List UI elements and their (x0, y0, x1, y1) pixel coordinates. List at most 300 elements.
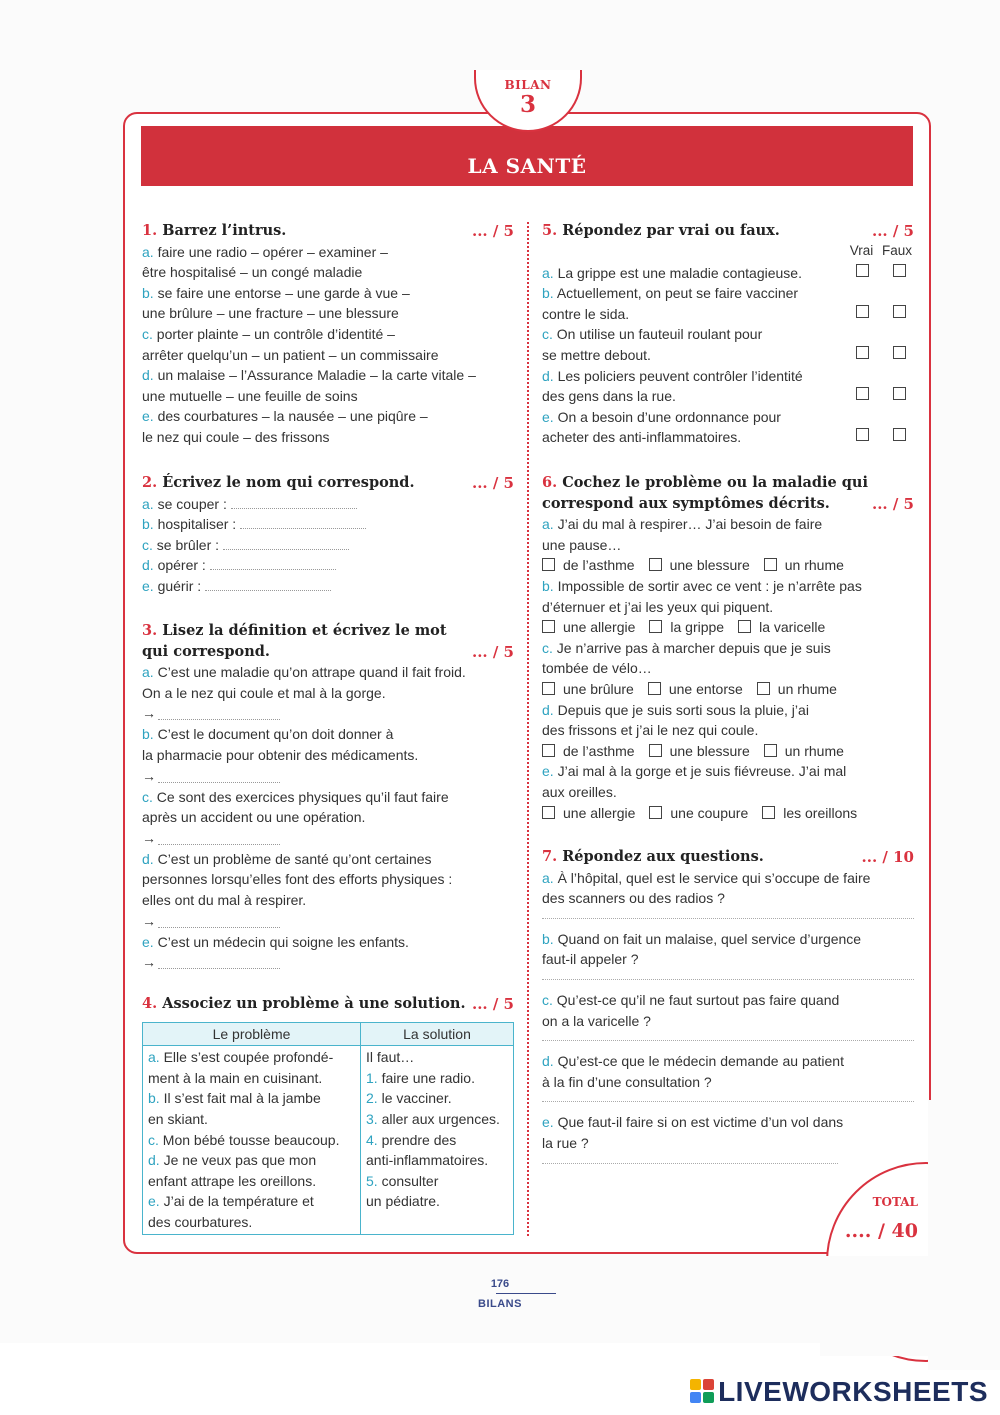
item-letter: b. (542, 577, 554, 594)
item-text: consulter (381, 1172, 439, 1189)
item-text: Mon bébé tousse beaucoup. (162, 1131, 340, 1148)
exercise-5 (542, 221, 914, 448)
exercise-1 (142, 221, 514, 448)
item-text: Que faut-il faire si on est victime d’un vol dans (557, 1114, 844, 1131)
answer-blank[interactable] (158, 914, 280, 928)
true-false-boxes (832, 343, 906, 364)
item-text: une mutuelle – une feuille de soins (142, 387, 358, 404)
item-text: en skiant. (148, 1110, 208, 1127)
faux-label: Faux (881, 243, 912, 258)
item-text: La grippe est une maladie contagieuse. (557, 264, 802, 281)
item-text: Actuellement, on peut se faire vacciner (556, 285, 799, 302)
option[interactable] (648, 681, 743, 697)
text-line (142, 427, 514, 448)
option[interactable] (764, 557, 844, 573)
item-text: On a besoin d’une ordonnance pour (557, 408, 781, 425)
arrow-icon: → (142, 829, 156, 846)
item-letter: e. (142, 577, 154, 594)
option[interactable] (649, 743, 750, 759)
vrai-checkbox[interactable] (856, 346, 869, 359)
option-checkbox[interactable] (738, 620, 751, 633)
option-row (542, 555, 914, 576)
page-number: 176 (490, 1278, 510, 1290)
option-label: une allergie (563, 804, 636, 821)
text-line (142, 494, 514, 515)
total-label: TOTAL (872, 1195, 918, 1209)
option[interactable] (542, 681, 634, 697)
exercise-number: 6. (542, 474, 558, 491)
arrow-icon: → (142, 705, 156, 722)
option-label: une entorse (668, 680, 743, 697)
page-title: LA SANTÉ (467, 154, 587, 178)
answer-line[interactable] (542, 1163, 838, 1164)
item-text: Quand on fait un malaise, quel service d’urgence (557, 930, 862, 947)
text-line (142, 242, 514, 263)
association-table (142, 1022, 514, 1235)
answer-blank[interactable] (158, 706, 280, 720)
faux-checkbox[interactable] (893, 387, 906, 400)
option-checkbox[interactable] (648, 682, 661, 695)
text-line: on a la varicelle ? (542, 1012, 651, 1029)
text-line: On a le nez qui coule et mal à la gorge. (142, 684, 386, 701)
text-line: des frissons et j’ai le nez qui coule. (542, 722, 759, 739)
option-row (542, 803, 914, 824)
arrow-icon: → (142, 912, 156, 929)
text-line: une pause… (542, 536, 622, 553)
item-letter: b. (142, 284, 154, 301)
item-text: J’ai de la température et (163, 1193, 314, 1210)
option-label: de l’asthme (563, 742, 635, 759)
text-line (142, 262, 514, 283)
item-text: C’est un problème de santé qu’ont certaines (157, 850, 432, 867)
item-text: Impossible de sortir avec ce vent : je n’arrête pas (557, 577, 862, 594)
item-text: anti-inflammatoires. (366, 1152, 489, 1169)
exercise-score: ... / 5 (871, 222, 914, 240)
text-line (542, 990, 914, 1011)
item-text: des courbatures – la nausée – une piqûre – (157, 408, 428, 425)
answer-blank[interactable] (158, 831, 280, 845)
option-label: la varicelle (759, 619, 826, 636)
text-line: des scanners ou des radios ? (542, 890, 725, 907)
option-checkbox[interactable] (649, 806, 662, 819)
item-text: Il s’est fait mal à la jambe (163, 1090, 321, 1107)
brand-name: LIVEWORKSHEETS (718, 1376, 988, 1407)
exercise-title: Écrivez le nom qui correspond. (162, 474, 415, 491)
bilan-number: 3 (519, 91, 536, 118)
item-text: des courbatures. (148, 1213, 253, 1230)
item-letter: e. (542, 763, 554, 780)
total-score: .... / 40 (844, 1220, 918, 1242)
item-text: Les policiers peuvent contrôler l’identité (557, 367, 803, 384)
text-line: faut-il appeler ? (542, 951, 639, 968)
text-line (366, 1191, 508, 1212)
item-text: prendre des (381, 1131, 457, 1148)
item-text: Qu’est-ce qu’il ne faut surtout pas faire quand (556, 991, 840, 1008)
text-line (366, 1130, 508, 1151)
option[interactable] (542, 557, 635, 573)
exercise-number: 3. (142, 622, 158, 639)
option-checkbox[interactable] (649, 744, 662, 757)
exercise-score: ... / 5 (471, 995, 514, 1013)
footer-rule (496, 1293, 556, 1294)
item-letter: c. (542, 326, 553, 343)
text-line (542, 700, 914, 721)
item-letter: c. (148, 1131, 159, 1148)
text-line (366, 1109, 508, 1130)
option-label: une brûlure (563, 680, 634, 697)
item-text: Je ne veux pas que mon (163, 1152, 317, 1169)
liveworksheets-icon (690, 1379, 714, 1403)
item-text: une brûlure – une fracture – une blessure (142, 305, 399, 322)
column-header-solution: La solution (361, 1022, 514, 1046)
item-letter: 3. (366, 1110, 378, 1127)
option-checkbox[interactable] (542, 620, 555, 633)
problem-cell (143, 1046, 361, 1234)
answer-blank[interactable] (231, 495, 357, 509)
exercise-title: Cochez le problème ou la maladie qui (562, 474, 868, 491)
column-divider (527, 222, 529, 1236)
option[interactable] (649, 619, 724, 635)
exercise-4-header (142, 994, 514, 1015)
exercise-1-header (142, 221, 514, 242)
option-label: de l’asthme (563, 557, 635, 574)
answer-line[interactable] (542, 1040, 914, 1041)
item-letter: d. (542, 1053, 554, 1070)
answer-line (142, 766, 514, 787)
answer-line[interactable] (542, 979, 914, 980)
exercise-score: ... / 5 (871, 494, 914, 513)
true-false-item (542, 407, 914, 448)
exercise-title-line2: qui correspond. (142, 642, 270, 660)
faux-checkbox[interactable] (893, 305, 906, 318)
text-line (148, 1088, 355, 1109)
item-text: C’est le document qu’on doit donner à (157, 726, 394, 743)
option-checkbox[interactable] (542, 744, 555, 757)
answer-blank[interactable] (158, 769, 280, 783)
text-line: des gens dans la rue. (542, 388, 676, 405)
item-text: un malaise – l’Assurance Maladie – la carte vitale – (157, 367, 476, 384)
text-line: personnes lorsqu’elles font des efforts physiques : (142, 871, 453, 888)
answer-line (142, 703, 514, 724)
item-letter: a. (542, 869, 554, 886)
item-text: arrêter quelqu’un – un patient – un commissaire (142, 346, 439, 363)
text-line (148, 1150, 355, 1171)
text-line: la rue ? (542, 1134, 589, 1151)
text-line: à la fin d’une consultation ? (542, 1073, 712, 1090)
item-letter: d. (542, 367, 554, 384)
exercise-4 (142, 994, 514, 1235)
exercise-number: 5. (542, 222, 558, 239)
option-label: une blessure (669, 557, 750, 574)
exercise-title: Barrez l’intrus. (162, 222, 287, 239)
item-letter: c. (142, 788, 153, 805)
text-line (542, 366, 914, 387)
item-text: À l’hôpital, quel est le service qui s’occupe de faire (557, 869, 871, 886)
item-text: se faire une entorse – une garde à vue – (157, 284, 410, 301)
title-banner (141, 126, 913, 186)
text-line (148, 1109, 355, 1130)
item-text: se brûler : (156, 536, 220, 553)
true-false-item (542, 366, 914, 407)
item-letter: e. (142, 933, 154, 950)
exercise-number: 4. (142, 995, 158, 1012)
answer-line (142, 828, 514, 849)
exercise-7-header (542, 847, 914, 868)
text-line (542, 1112, 914, 1133)
exercise-number: 1. (142, 222, 158, 239)
item-letter: 1. (366, 1069, 378, 1086)
answer-line[interactable] (542, 918, 914, 919)
faux-checkbox[interactable] (893, 428, 906, 441)
item-letter: a. (542, 264, 554, 281)
option-label: un rhume (784, 742, 844, 759)
true-false-boxes (832, 384, 906, 405)
option[interactable] (738, 619, 825, 635)
text-line (142, 849, 514, 870)
faux-checkbox[interactable] (893, 264, 906, 277)
text-line: d’éternuer et j’ai les yeux qui piquent. (542, 598, 774, 615)
answer-line (142, 911, 514, 932)
solution-cell (361, 1046, 514, 1234)
answer-line[interactable] (542, 1101, 914, 1102)
item-letter: 2. (366, 1090, 378, 1107)
exercise-score: ... / 5 (471, 222, 514, 240)
option-label: la grippe (670, 619, 725, 636)
option[interactable] (542, 805, 635, 821)
exercise-3-header (142, 621, 514, 662)
option[interactable] (649, 557, 750, 573)
item-text: faire une radio. (381, 1069, 475, 1086)
item-letter: b. (542, 930, 554, 947)
item-text: J’ai mal à la gorge et je suis fiévreuse. J’ai mal (557, 763, 847, 780)
item-text: J’ai du mal à respirer… J’ai besoin de faire (557, 516, 823, 533)
text-line: aux oreilles. (542, 783, 617, 800)
item-text: un pédiatre. (366, 1193, 440, 1210)
text-line (142, 555, 514, 576)
option-row (542, 617, 914, 638)
option-checkbox[interactable] (542, 806, 555, 819)
exercise-2 (142, 473, 514, 597)
option-checkbox[interactable] (542, 682, 555, 695)
vrai-checkbox[interactable] (856, 428, 869, 441)
text-line (142, 932, 514, 953)
exercise-title-line2: correspond aux symptômes décrits. (542, 494, 830, 512)
text-line (542, 929, 914, 950)
column-header-problem: Le problème (143, 1022, 361, 1046)
text-line (142, 514, 514, 535)
item-text: porter plainte – un contrôle d’identité – (156, 325, 395, 342)
text-line (542, 283, 914, 304)
exercise-score: ... / 10 (861, 848, 914, 866)
brand-logo[interactable] (690, 1376, 988, 1408)
item-letter: b. (542, 285, 554, 302)
exercise-title: Lisez la définition et écrivez le mot (162, 622, 447, 639)
text-line (142, 535, 514, 556)
exercise-5-header (542, 221, 914, 242)
item-text: ment à la main en cuisinant. (148, 1069, 323, 1086)
vrai-label: Vrai (849, 243, 874, 258)
item-letter: e. (542, 408, 554, 425)
option[interactable] (649, 805, 748, 821)
answer-blank[interactable] (205, 577, 331, 591)
item-letter: a. (148, 1049, 160, 1066)
vrai-checkbox[interactable] (856, 264, 869, 277)
item-text: guérir : (157, 577, 202, 594)
text-line (542, 761, 914, 782)
text-line (542, 638, 914, 659)
item-letter: d. (142, 367, 154, 384)
text-line (366, 1171, 508, 1192)
item-letter: c. (142, 325, 153, 342)
text-line: se mettre debout. (542, 346, 651, 363)
option-row (542, 679, 914, 700)
option-label: un rhume (784, 557, 844, 574)
text-line: après un accident ou une opération. (142, 809, 366, 826)
option-checkbox[interactable] (649, 620, 662, 633)
answer-blank[interactable] (158, 955, 280, 969)
item-text: Elle s’est coupée profondé- (163, 1049, 334, 1066)
item-letter: 4. (366, 1131, 378, 1148)
text-line (366, 1088, 508, 1109)
option-checkbox[interactable] (762, 806, 775, 819)
option-row (542, 741, 914, 762)
answer-blank[interactable] (240, 515, 366, 529)
exercise-score: ... / 5 (471, 642, 514, 661)
item-letter: d. (148, 1152, 160, 1169)
item-text: le vacciner. (381, 1090, 452, 1107)
item-text: C’est un médecin qui soigne les enfants. (157, 933, 409, 950)
option[interactable] (542, 619, 635, 635)
option[interactable] (764, 743, 844, 759)
option-label: une blessure (669, 742, 750, 759)
item-letter: b. (142, 516, 154, 533)
vrai-checkbox[interactable] (856, 305, 869, 318)
option[interactable] (542, 743, 635, 759)
bilan-label: BILAN (504, 78, 552, 92)
text-line (142, 386, 514, 407)
true-false-item (542, 263, 914, 284)
text-line (366, 1068, 508, 1089)
text-line (542, 576, 914, 597)
exercise-3 (142, 621, 514, 973)
item-letter: 5. (366, 1172, 378, 1189)
item-text: enfant attrape les oreillons. (148, 1172, 317, 1189)
exercise-7 (542, 847, 914, 1174)
arrow-icon: → (142, 954, 156, 971)
exercise-number: 7. (542, 848, 558, 865)
item-text: Je n’arrive pas à marcher depuis que je suis (556, 639, 831, 656)
text-line (148, 1171, 355, 1192)
item-text: Ce sont des exercices physiques qu’il faut faire (156, 788, 449, 805)
text-line (142, 576, 514, 597)
item-text: Il faut… (366, 1049, 415, 1066)
item-letter: e. (148, 1193, 160, 1210)
text-line (148, 1212, 355, 1233)
item-text: Depuis que je suis sorti sous la pluie, j’ai (557, 701, 809, 718)
section-name: BILANS (478, 1298, 522, 1310)
faux-checkbox[interactable] (893, 346, 906, 359)
answer-line (142, 952, 514, 973)
item-letter: c. (542, 639, 553, 656)
option-checkbox[interactable] (649, 558, 662, 571)
answer-blank[interactable] (210, 556, 336, 570)
exercise-title: Associez un problème à une solution. (162, 995, 466, 1012)
exercise-title: Répondez par vrai ou faux. (562, 222, 780, 239)
exercise-2-header (142, 473, 514, 494)
true-false-item (542, 283, 914, 324)
option[interactable] (757, 681, 837, 697)
item-text: aller aux urgences. (381, 1110, 500, 1127)
text-line (142, 324, 514, 345)
option[interactable] (762, 805, 857, 821)
option-label: une coupure (670, 804, 749, 821)
text-line (142, 303, 514, 324)
option-checkbox[interactable] (764, 744, 777, 757)
item-letter: a. (142, 243, 154, 260)
answer-blank[interactable] (223, 536, 349, 550)
true-false-boxes (832, 302, 906, 323)
exercise-6 (542, 473, 914, 823)
text-line (148, 1068, 355, 1089)
item-letter: d. (142, 557, 154, 574)
item-text: opérer : (157, 557, 206, 574)
vrai-checkbox[interactable] (856, 387, 869, 400)
item-letter: a. (142, 495, 154, 512)
true-false-item (542, 324, 914, 365)
true-false-header (845, 241, 912, 262)
item-letter: b. (142, 726, 154, 743)
item-text: C’est une maladie qu’on attrape quand il fait froid. (157, 664, 466, 681)
text-line (142, 345, 514, 366)
item-letter: c. (142, 536, 153, 553)
exercise-6-header (542, 473, 914, 514)
text-line (542, 514, 914, 535)
text-line: acheter des anti-inflammatoires. (542, 429, 742, 446)
text-line: elles ont du mal à respirer. (142, 891, 307, 908)
true-false-boxes (832, 261, 906, 282)
option-checkbox[interactable] (542, 558, 555, 571)
item-text: On utilise un fauteuil roulant pour (556, 326, 763, 343)
text-line (542, 324, 914, 345)
text-line (142, 406, 514, 427)
text-line (542, 407, 914, 428)
item-text: faire une radio – opérer – examiner – (157, 243, 388, 260)
text-line (142, 724, 514, 745)
option-label: les oreillons (783, 804, 858, 821)
arrow-icon: → (142, 767, 156, 784)
text-line (142, 365, 514, 386)
exercise-title: Répondez aux questions. (562, 848, 764, 865)
item-letter: d. (142, 850, 154, 867)
item-text: être hospitalisé – un congé maladie (142, 264, 363, 281)
item-letter: e. (142, 408, 154, 425)
option-label: une allergie (563, 619, 636, 636)
true-false-boxes (832, 425, 906, 446)
option-checkbox[interactable] (764, 558, 777, 571)
text-line (542, 868, 914, 889)
item-letter: a. (142, 664, 154, 681)
text-line (142, 787, 514, 808)
text-line (142, 283, 514, 304)
option-checkbox[interactable] (757, 682, 770, 695)
exercise-score: ... / 5 (471, 474, 514, 492)
text-line (148, 1130, 355, 1151)
item-letter: e. (542, 1114, 554, 1131)
text-line (142, 662, 514, 683)
exercise-number: 2. (142, 474, 158, 491)
item-text: Qu’est-ce que le médecin demande au patient (557, 1053, 844, 1070)
option-label: un rhume (777, 680, 837, 697)
